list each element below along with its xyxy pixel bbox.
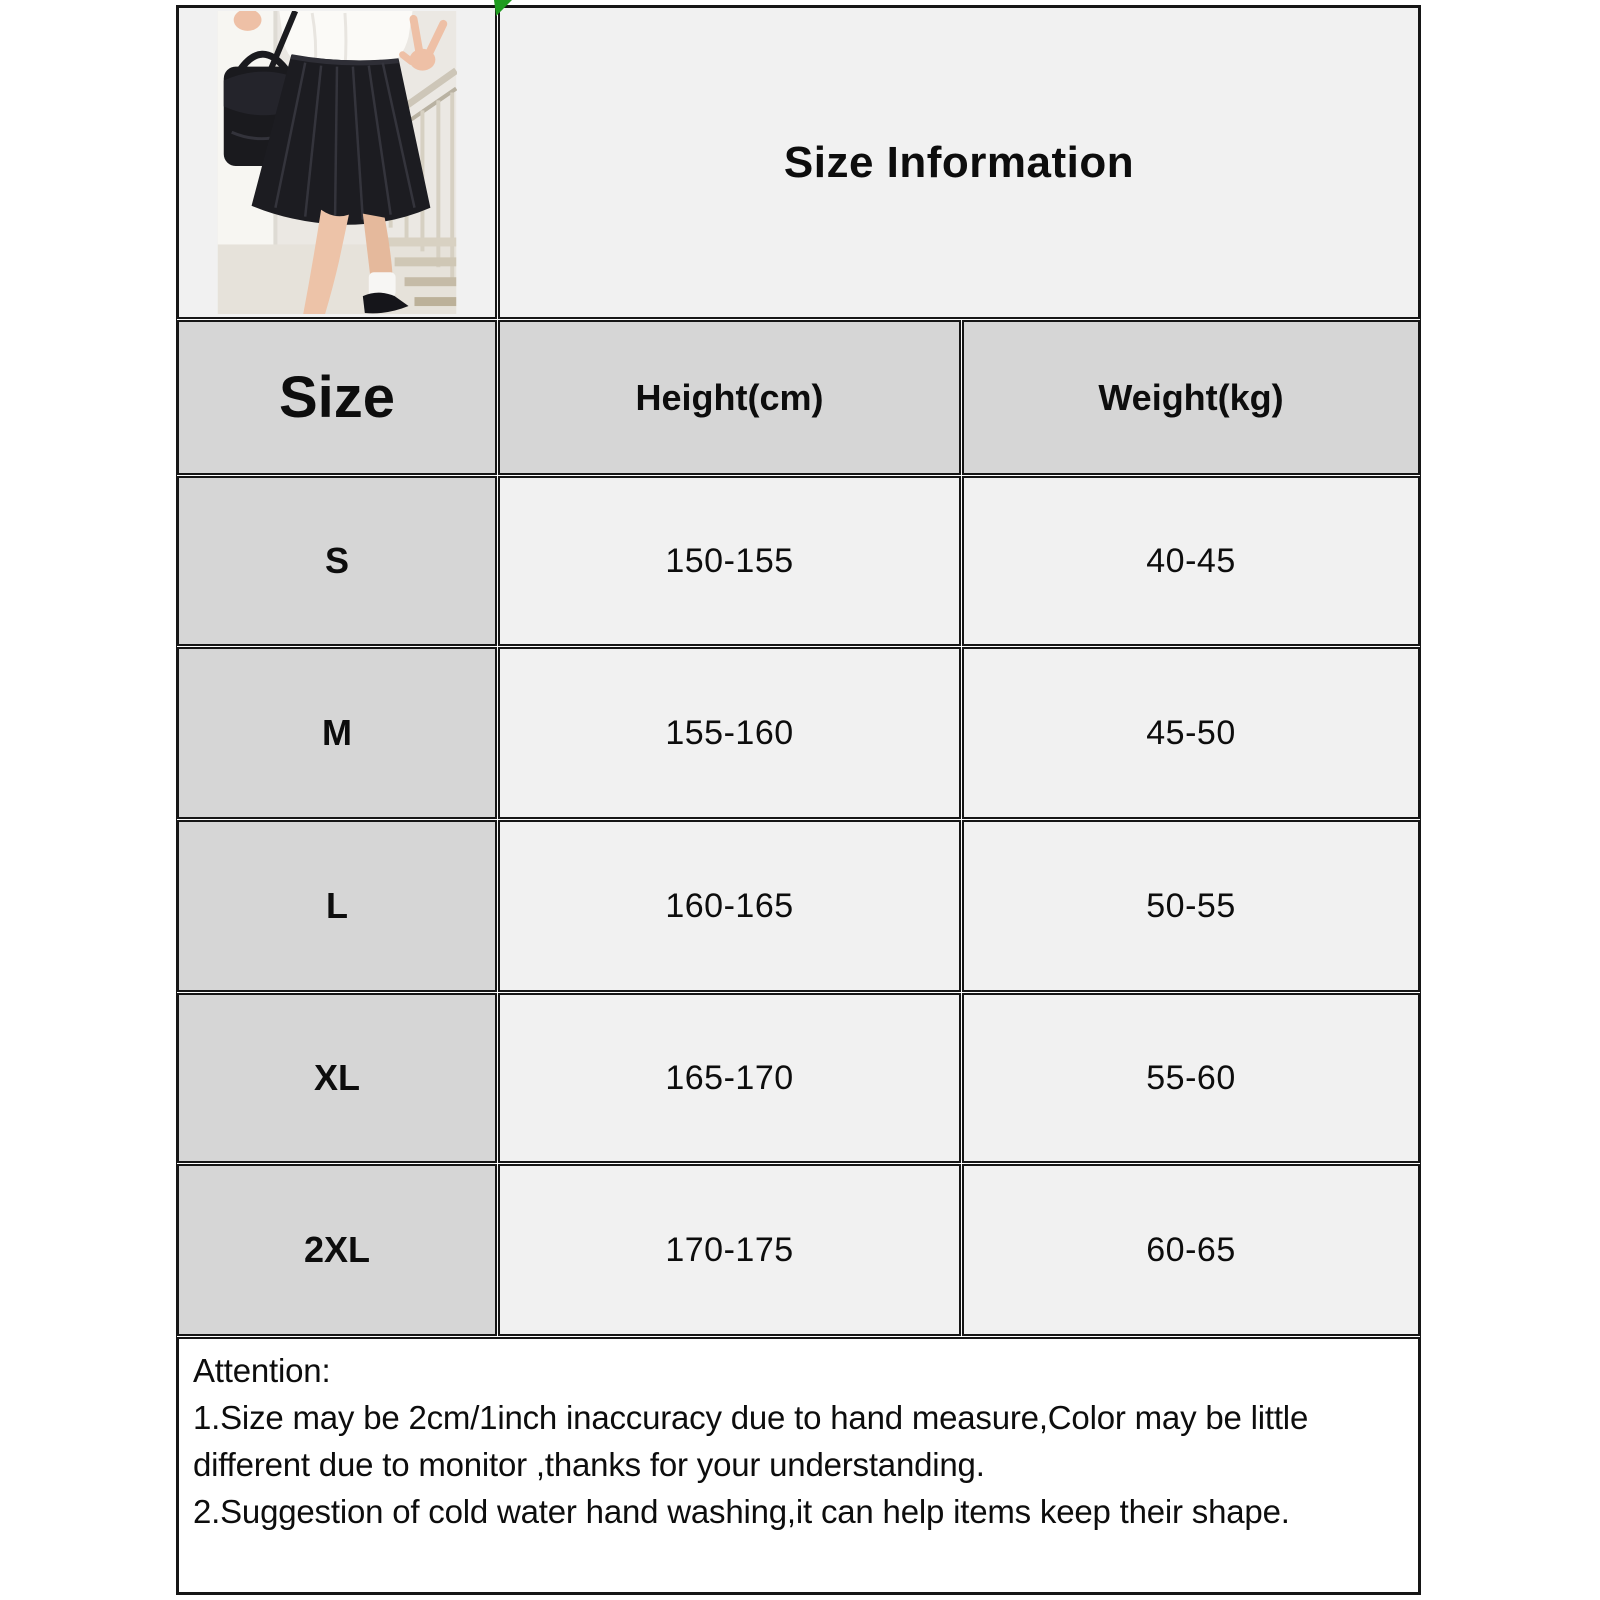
cell-l-height: 160-165 [498, 820, 961, 992]
attention-heading: Attention: [193, 1352, 331, 1389]
cell-2xl-height: 170-175 [498, 1164, 961, 1336]
cell-xl-weight: 55-60 [962, 993, 1420, 1163]
cell-m-weight: 45-50 [962, 647, 1420, 819]
attention-note-2: 2.Suggestion of cold water hand washing,it can help items keep their shape. [193, 1493, 1290, 1530]
column-header-weight: Weight(kg) [962, 320, 1420, 475]
cell-xl-height: 165-170 [498, 993, 961, 1163]
row-label-2xl: 2XL [177, 1164, 497, 1336]
cell-m-height: 155-160 [498, 647, 961, 819]
column-header-height: Height(cm) [498, 320, 961, 475]
row-label-s: S [177, 476, 497, 646]
cell-s-weight: 40-45 [962, 476, 1420, 646]
attention-section [177, 1337, 1420, 1594]
row-label-l: L [177, 820, 497, 992]
page-title: Size Information [783, 137, 1135, 187]
size-information-table [176, 5, 1421, 1595]
cell-l-weight: 50-55 [962, 820, 1420, 992]
row-label-m: M [177, 647, 497, 819]
product-photo [217, 11, 457, 314]
cell-2xl-weight: 60-65 [962, 1164, 1420, 1336]
row-label-xl: XL [177, 993, 497, 1163]
column-header-size: Size [177, 320, 497, 475]
title-cell [498, 6, 1420, 319]
cell-s-height: 150-155 [498, 476, 961, 646]
product-photo-cell [177, 6, 497, 319]
attention-note-1: 1.Size may be 2cm/1inch inaccuracy due to hand measure,Color may be little different due to monitor ,thanks for your understanding. [193, 1399, 1309, 1483]
